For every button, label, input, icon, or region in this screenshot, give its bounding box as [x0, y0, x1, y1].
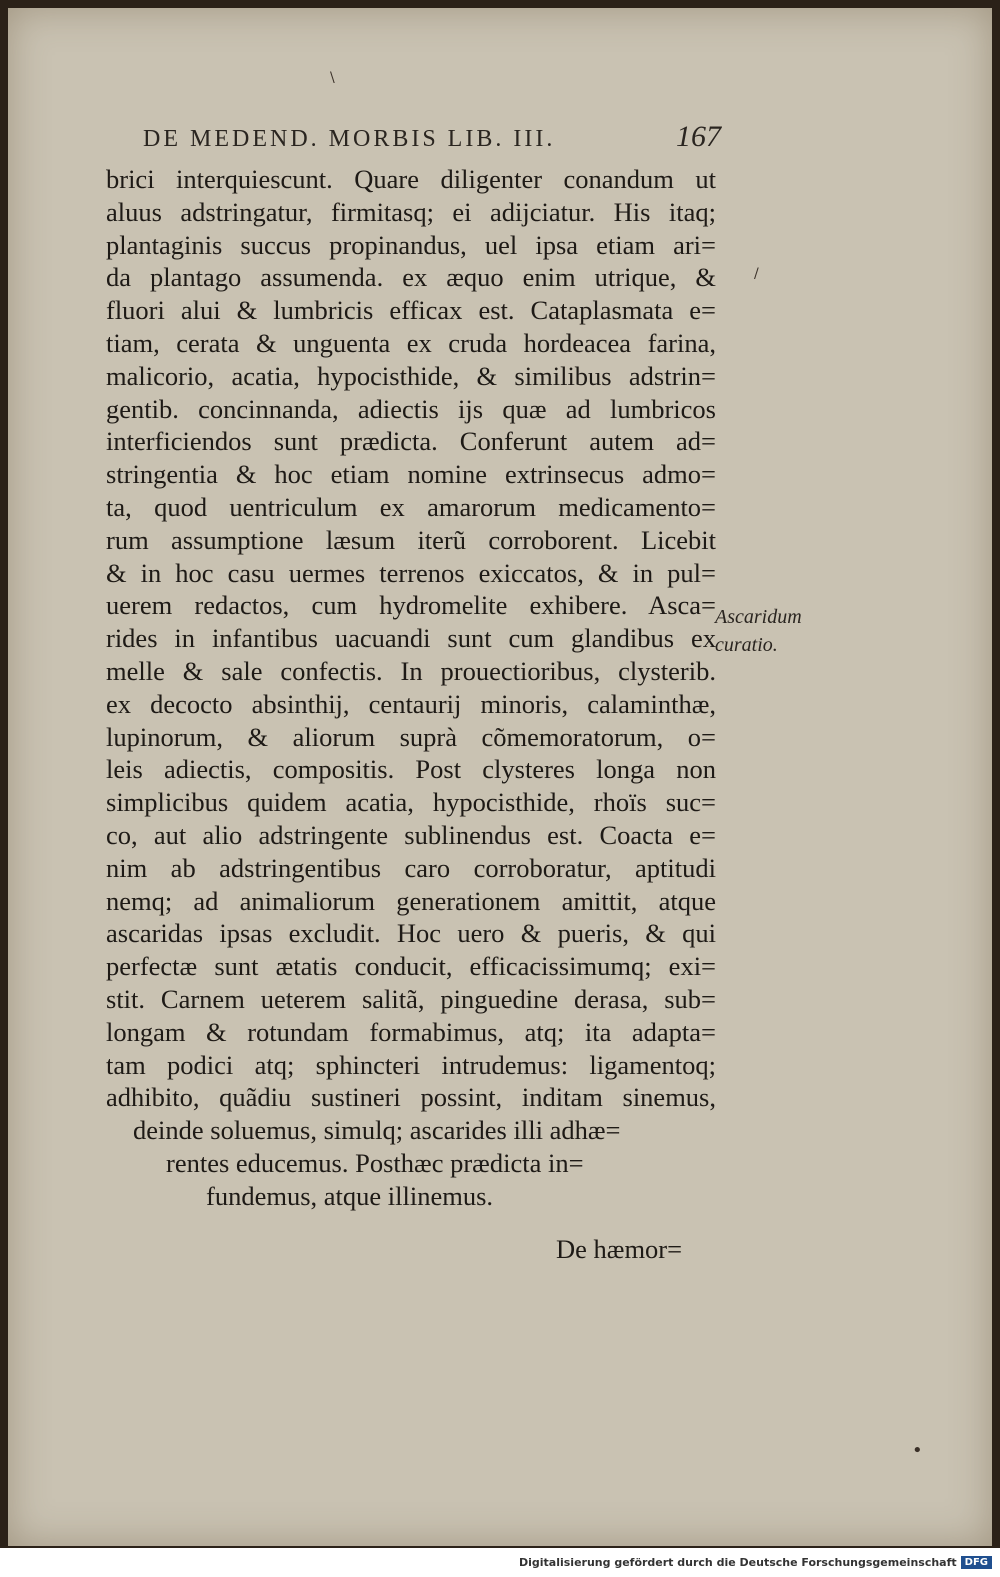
- text-line: ex decocto absinthij, centaurij minoris, calaminthæ,: [106, 688, 716, 719]
- text-line: nemq; ad animaliorum generationem amittit, atque: [106, 885, 716, 916]
- text-line: rum assumptione læsum iterũ corroborent. Licebit: [106, 524, 716, 555]
- marginal-note-line: Ascaridum: [715, 606, 802, 628]
- text-line: fluori alui & lumbricis efficax est. Cataplasmata e=: [106, 295, 716, 326]
- text-line: deinde soluemus, simulq; ascarides illi adhæ=: [133, 1115, 621, 1146]
- digitization-footer: [0, 1548, 1000, 1577]
- text-line: stit. Carnem ueterem salitã, pinguedine derasa, sub=: [106, 983, 716, 1014]
- ink-dot-mark: •: [912, 1440, 923, 1461]
- footer-credit: Digitalisierung gefördert durch die Deutsche Forschungsgemeinschaft: [518, 1556, 957, 1569]
- text-line: ta, quod uentriculum ex amarorum medicamento=: [106, 491, 716, 522]
- text-line: gentib. concinnanda, adiectis ijs quæ ad lumbricos: [106, 393, 716, 424]
- body-text: [106, 163, 716, 1213]
- text-line: nim ab adstringentibus caro corroboratur, aptitudi: [106, 852, 716, 883]
- text-line: malicorio, acatia, hypocisthide, & similibus adstrin=: [106, 360, 716, 391]
- text-line: brici interquiescunt. Quare diligenter conandum ut: [106, 164, 716, 194]
- text-line: longam & rotundam formabimus, atq; ita adapta=: [106, 1016, 716, 1047]
- text-line: rides in infantibus uacuandi sunt cum glandibus ex: [106, 623, 716, 654]
- text-line: rentes educemus. Posthæc prædicta in=: [166, 1147, 584, 1178]
- text-line: stringentia & hoc etiam nomine extrinsecus admo=: [106, 459, 716, 490]
- text-line: tiam, cerata & unguenta ex cruda hordeacea farina,: [106, 327, 716, 358]
- text-line: & in hoc casu uermes terrenos exiccatos, & in pul=: [106, 557, 716, 588]
- text-line: uerem redactos, cum hydromelite exhibere. Asca=: [106, 590, 716, 621]
- running-head-title: DE MEDEND. MORBIS LIB. III.: [143, 126, 556, 152]
- text-line: leis adiectis, compositis. Post clysteres longa non: [106, 754, 716, 785]
- text-line: melle & sale confectis. In prouectioribus, clysterib.: [106, 655, 716, 686]
- text-line: co, aut alio adstringente sublinendus est. Coacta e=: [106, 819, 716, 850]
- text-line: interficiendos sunt prædicta. Conferunt autem ad=: [106, 426, 716, 457]
- marginal-note: [715, 603, 802, 659]
- text-line: perfectæ sunt ætatis conducit, efficacissimumq; exi=: [106, 951, 716, 982]
- text-line: lupinorum, & aliorum suprà cõmemoratorum, o=: [106, 721, 716, 752]
- text-line: adhibito, quãdiu sustineri possint, inditam sinemus,: [106, 1082, 716, 1113]
- running-head: [143, 120, 721, 154]
- book-page: [8, 8, 992, 1546]
- catchword: De hæmor=: [556, 1234, 683, 1264]
- text-line: plantaginis succus propinandus, uel ipsa etiam ari=: [106, 229, 716, 260]
- text-line: simplicibus quidem acatia, hypocisthide, rhoïs suc=: [106, 787, 716, 818]
- pen-stroke-mark: \: [330, 70, 335, 86]
- text-line: aluus adstringatur, firmitasq; ei adijciatur. His itaq;: [106, 196, 716, 227]
- marginal-note-line: curatio.: [715, 634, 778, 656]
- pen-stroke-mark: /: [754, 266, 759, 282]
- text-line: tam podici atq; sphincteri intrudemus: ligamentoq;: [106, 1049, 716, 1080]
- dfg-logo-icon: DFG: [961, 1556, 992, 1569]
- text-line: ascaridas ipsas excludit. Hoc uero & pueris, & qui: [106, 918, 716, 949]
- text-line: da plantago assumenda. ex æquo enim utrique, &: [106, 262, 716, 293]
- page-number: 167: [676, 120, 721, 153]
- text-line: fundemus, atque illinemus.: [206, 1180, 494, 1211]
